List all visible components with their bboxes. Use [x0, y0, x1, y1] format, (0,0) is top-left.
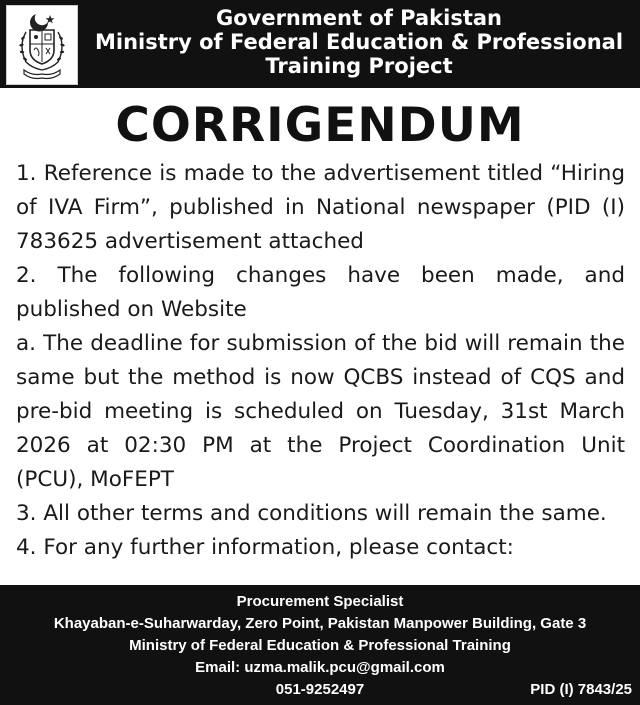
page-title: CORRIGENDUM: [115, 98, 525, 153]
paragraph-contact: 4. For any further information, please contact:: [16, 535, 514, 560]
state-emblem-icon: [6, 5, 78, 85]
paragraph-terms: 3. All other terms and conditions will remain the same.: [16, 501, 607, 526]
contact-email: Email: uzma.malik.pcu@gmail.com: [195, 659, 445, 676]
footer-banner: [0, 585, 640, 705]
header-line-government: Government of Pakistan: [215, 6, 503, 30]
contact-address: Khayaban-e-Suharwarday, Zero Point, Pakistan Manpower Building, Gate 3: [53, 615, 587, 632]
contact-phone: 051-9252497: [275, 681, 365, 698]
header-banner: [0, 0, 640, 88]
header-line-ministry: Ministry of Federal Education & Professional: [94, 30, 624, 54]
paragraph-changes: 2. The following changes have been made, and published on Website: [16, 263, 625, 322]
paragraph-reference: 1. Reference is made to the advertisement titled “Hiring of IVA Firm”, published in National newspaper (PID (I) 783625 advertisement attached: [16, 161, 625, 254]
paragraph-deadline: a. The deadline for submission of the bid will remain the same but the method is now QCBS instead of CQS and pre-bid meeting is scheduled on Tuesday, 31st March 2026 at 02:30 PM at the Project Coordination Unit (PCU), MoFEPT: [16, 331, 625, 492]
contact-ministry: Ministry of Federal Education & Professional Training: [129, 637, 511, 654]
contact-designation: Procurement Specialist: [236, 593, 404, 610]
header-line-project: Training Project: [265, 54, 453, 78]
pid-number: PID (I) 7843/25: [530, 681, 632, 698]
notice-body: [16, 157, 625, 565]
header-title: [84, 6, 634, 78]
